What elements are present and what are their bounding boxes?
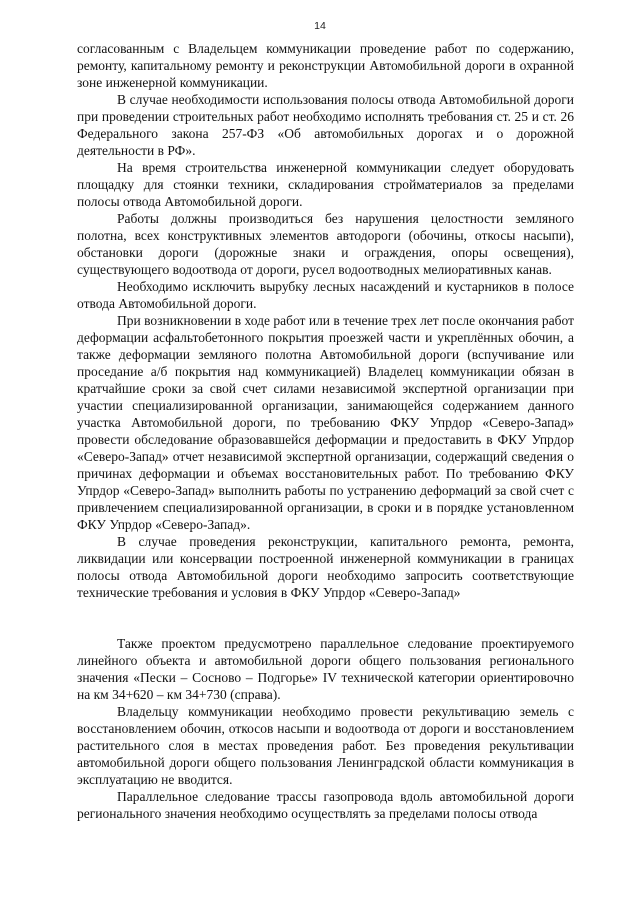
document-body xyxy=(77,40,574,822)
paragraph: В случае проведения реконструкции, капитального ремонта, ремонта, ликвидации или консервации построенной инженерной коммуникации в границах полосы отвода Автомобильной дороги необходимо запросить соответствующие технические требования и условия в ФКУ Упрдор «Северо-Запад» xyxy=(77,534,574,600)
paragraph-continued: согласованным с Владельцем коммуникации проведение работ по содержанию, ремонту, капитальному ремонту и реконструкции Автомобильной дороги в охранной зоне инженерной коммуникации. xyxy=(77,41,574,90)
paragraph: В случае необходимости использования полосы отвода Автомобильной дороги при проведении строительных работ необходимо исполнять требования ст. 25 и ст. 26 Федерального закона 257-ФЗ «Об автомобильных дорогах и о дорожной деятельности в РФ». xyxy=(77,92,574,158)
paragraph: На время строительства инженерной коммуникации следует оборудовать площадку для стоянки техники, складирования стройматериалов за пределами полосы отвода Автомобильной дороги. xyxy=(77,160,574,209)
paragraph: При возникновении в ходе работ или в течение трех лет после окончания работ деформации асфальтобетонного покрытия проезжей части и укреплённых обочин, а также деформации земляного полотна Автомобильной дороги (вспучивание или проседание а/б покрытия над коммуникацией) Владелец коммуникации обязан в кратчайшие сроки за свой счет силами независимой экспертной организации при участии специализированной организации, занимающейся содержанием данного участка Автомобильной дороги, по требованию ФКУ Упрдор «Северо-Запад» провести обследование образовавшейся деформации и предоставить в ФКУ Упрдор «Северо-Запад» отчет независимой экспертной организации, содержащий сведения о причинах деформации и объемах восстановительных работ. По требованию ФКУ Упрдор «Северо-Запад» выполнить работы по устранению деформаций за свой счет с привлечением специализированной организации, в сроки и в порядке установленном ФКУ Упрдор «Северо-Запад». xyxy=(77,313,574,532)
paragraph: Также проектом предусмотрено параллельное следование проектируемого линейного объекта и автомобильной дороги общего пользования регионального значения «Пески – Сосново – Подгорье» IV технической категории ориентировочно на км 34+620 – км 34+730 (справа). xyxy=(77,636,574,702)
page-number: 14 xyxy=(314,20,326,32)
paragraph: Работы должны производиться без нарушения целостности земляного полотна, всех конструктивных элементов автодороги (обочины, откосы насыпи), обстановки дороги (дорожные знаки и ограждения, опоры освещения), существующего водоотвода от дороги, русел водоотводных мелиоративных канав. xyxy=(77,211,574,277)
paragraph: Необходимо исключить вырубку лесных насаждений и кустарников в полосе отвода Автомобильной дороги. xyxy=(77,279,574,311)
paragraph: Владельцу коммуникации необходимо провести рекультивацию земель с восстановлением обочин, откосов насыпи и водоотвода от дороги и восстановлением растительного слоя в местах проведения работ. Без проведения рекультивации автомобильной дороги общего пользования Ленинградской области коммуникация в эксплуатацию не вводится. xyxy=(77,704,574,787)
paragraph: Параллельное следование трассы газопровода вдоль автомобильной дороги регионального значения необходимо осуществлять за пределами полосы отвода xyxy=(77,789,574,821)
